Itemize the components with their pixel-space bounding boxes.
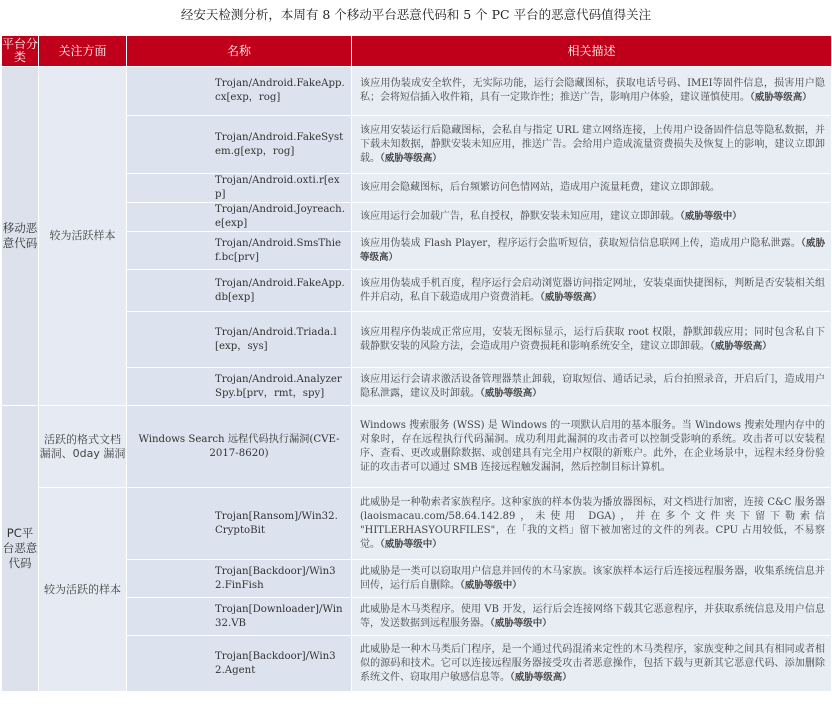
focus-mobile-samples: 较为活跃样本 [39, 67, 127, 406]
table-row [2, 270, 832, 312]
threat-level: （威胁等级高） [480, 387, 542, 399]
table-row [2, 488, 832, 560]
table-row [2, 406, 832, 488]
malware-desc: 该应用安装运行后隐藏图标，会私自与指定 URL 建立网络连接，上传用户设备固件信息等隐私数据，并下载未知数据，静默安装未知应用，推送广告。会给用户造成流量资费损失及恢复上的影响，建议立即卸载。（威胁等级高） [352, 116, 832, 174]
malware-name: Trojan[Ransom]/Win32.CryptoBit [127, 488, 352, 560]
malware-desc: 该应用运行会请求激活设备管理器禁止卸载，窃取短信、通话记录，后台拍照录音，开启后门，造成用户隐私泄露，建议及时卸载。（威胁等级高） [352, 368, 832, 406]
table-row [2, 203, 832, 232]
table-row [2, 312, 832, 368]
malware-name: Trojan[Downloader]/Win32.VB [127, 598, 352, 636]
threat-level: （威胁等级中） [680, 211, 742, 222]
malware-desc: 该应用运行会加载广告，私自授权，静默安装未知应用，建议立即卸载。（威胁等级中） [352, 203, 832, 232]
table-row [2, 636, 832, 692]
malware-name: Trojan/Android.FakeApp.cx[exp，rog] [127, 67, 352, 116]
malware-desc: 该应用伪装成 Flash Player，程序运行会监听短信，获取短信信息联网上传，造成用户隐私泄露。（威胁等级高） [352, 232, 832, 270]
malware-desc: 此威胁是一种木马类后门程序，是一个通过代码混淆来定性的木马类程序，家族变种之间具有相同或者相似的源码和技术。它可以连接远程服务器接受攻击者恶意操作，包括下载与更新其它恶意代码、添加删除系统文件、窃取用户敏感信息等。（威胁等级高） [352, 636, 832, 692]
malware-desc: 此威胁是一种勒索者家族程序。这种家族的样本伪装为播放器图标，对文档进行加密，连接 C&C 服务器 (laoismacau.com/58.64.142.89，未使用 DGA)，并在多个文件夹下留下勒索信 "HITLERHASYOURFILES"，在「我的文档」留下被加密过的文件的列表。CPU 占用较低，不易察觉。（威胁等级中） [352, 488, 832, 560]
threat-level: （威胁等级高） [710, 340, 772, 352]
vulnerability-name: Windows Search 远程代码执行漏洞(CVE-2017-8620) [127, 406, 352, 488]
malware-desc: 该应用伪装成手机百度，程序运行会启动浏览器访问指定网址，安装桌面快捷图标，判断是否安装相关组件并启动，私自下载造成用户资费消耗。（威胁等级高） [352, 270, 832, 312]
focus-pc-vulnerabilities: 活跃的格式文档漏洞、0day 漏洞 [39, 406, 127, 488]
table-row [2, 598, 832, 636]
header-focus: 关注方面 [39, 36, 127, 67]
threat-level: （威胁等级高） [540, 291, 602, 303]
malware-name: Trojan/Android.FakeApp.db[exp] [127, 270, 352, 312]
malware-desc: Windows 搜索服务 (WSS) 是 Windows 的一项默认启用的基本服务。当 Windows 搜索处理内存中的对象时，存在远程执行代码漏洞。成功利用此漏洞的攻击者可以控制受影响的系统。攻击者可以安装程序、查看、更改或删除数据、或创建具有完全用户权限的新账户。此外，在企业场景中，远程未经身份验证的攻击者可以通过 SMB 连接远程触发漏洞，然后控制目标计算机。 [352, 406, 832, 488]
threat-level: （威胁等级中） [490, 617, 552, 629]
malware-desc: 此威胁是一类可以窃取用户信息并回传的木马家族。该家族样本运行后连接远程服务器，收集系统信息并回传，运行后自删除。（威胁等级中） [352, 560, 832, 598]
threat-level: （威胁等级高） [360, 237, 825, 263]
table-header-row [2, 36, 832, 67]
table-row [2, 368, 832, 406]
malware-table [1, 35, 832, 692]
malware-name: Trojan/Android.oxti.r[exp] [127, 174, 352, 203]
malware-name: Trojan/Android.Joyreach.e[exp] [127, 203, 352, 232]
table-row [2, 67, 832, 116]
table-row [2, 116, 832, 174]
category-mobile: 移动恶意代码 [2, 67, 39, 406]
malware-name: Trojan/Android.AnalyzerSpy.b[prv，rmt，spy] [127, 368, 352, 406]
malware-name: Trojan/Android.Triada.l[exp，sys] [127, 312, 352, 368]
threat-level: （威胁等级中） [380, 538, 442, 550]
header-platform: 平台分类 [2, 36, 39, 67]
threat-level: （威胁等级高） [380, 152, 442, 164]
malware-name: Trojan[Backdoor]/Win32.FinFish [127, 560, 352, 598]
malware-name: Trojan/Android.FakeSystem.g[exp，rog] [127, 116, 352, 174]
malware-name: Trojan[Backdoor]/Win32.Agent [127, 636, 352, 692]
table-row [2, 232, 832, 270]
header-desc: 相关描述 [352, 36, 832, 67]
table-row [2, 560, 832, 598]
malware-desc: 此威胁是木马类程序。使用 VB 开发，运行后会连接网络下载其它恶意程序，并获取系统信息及用户信息等，发送数据到远程服务器。（威胁等级中） [352, 598, 832, 636]
category-pc: PC平台恶意代码 [2, 406, 39, 692]
threat-level: （威胁等级中） [460, 579, 522, 591]
malware-name: Trojan/Android.SmsThief.bc[prv] [127, 232, 352, 270]
threat-level: （威胁等级高） [750, 92, 812, 103]
page-title: 经安天检测分析，本周有 8 个移动平台恶意代码和 5 个 PC 平台的恶意代码值得关注 [180, 7, 652, 22]
header-name: 名称 [127, 36, 352, 67]
malware-desc: 该应用伪装成安全软件，无实际功能，运行会隐藏图标，获取电话号码、IMEI等固件信息，损害用户隐私；会将短信插入收件箱，具有一定欺诈性；推送广告，影响用户体验，建议谨慎使用。（威胁等级高） [352, 67, 832, 116]
table-row [2, 174, 832, 203]
focus-pc-samples: 较为活跃的样本 [39, 488, 127, 692]
threat-level: （威胁等级高） [510, 671, 572, 683]
malware-desc: 该应用程序伪装成正常应用，安装无图标显示，运行后获取 root 权限，静默卸载应用；同时包含私自下载静默安装的风险方法，会造成用户资费损耗和影响系统安全，建议立即卸载。（威胁等级高） [352, 312, 832, 368]
malware-desc: 该应用会隐藏图标，后台频繁访问色情网站，造成用户流量耗费，建议立即卸载。 [352, 174, 832, 203]
